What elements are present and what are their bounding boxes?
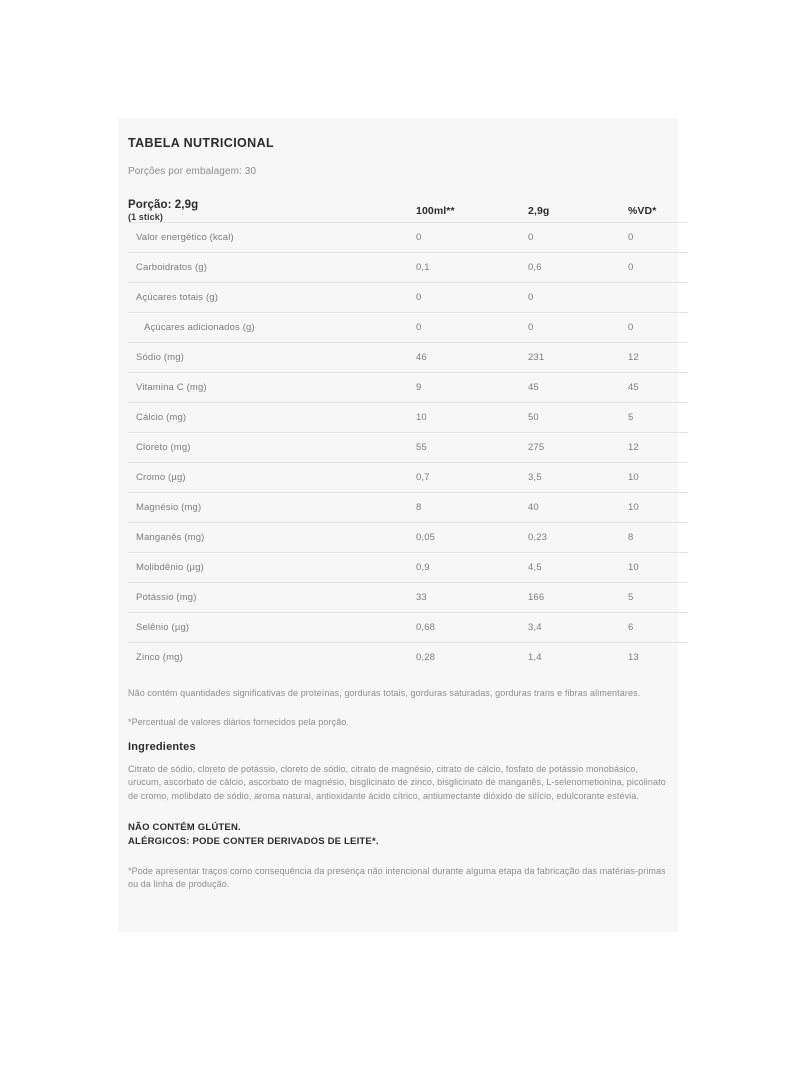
nutrient-value-vd: 12 [628,433,688,463]
portion-header [128,199,416,223]
nutrient-value-per100: 0 [416,283,528,313]
nutrient-value-vd: 5 [628,403,688,433]
nutrient-value-portion: 45 [528,373,628,403]
nutrient-value-vd: 5 [628,583,688,613]
note-traces: *Pode apresentar traços como consequência da presença não intencional durante alguma etapa da fabricação das matérias-primas ou da linha de produção. [128,865,666,889]
portion-unit-note: (1 stick) [128,212,163,222]
nutrient-value-portion: 231 [528,343,628,373]
nutrient-value-portion: 0,6 [528,253,628,283]
page-title: TABELA NUTRICIONAL [128,136,275,150]
table-row [128,643,688,673]
nutrient-value-portion: 275 [528,433,628,463]
table-row [128,403,688,433]
allergen-warnings [128,821,668,849]
nutrition-table-body [128,223,688,673]
nutrient-value-vd: 10 [628,493,688,523]
nutrient-name: Cromo (µg) [128,463,416,493]
column-header-per-100ml: 100ml** [416,204,455,217]
nutrient-name: Potássio (mg) [128,583,416,613]
nutrient-name: Açúcares adicionados (g) [128,313,416,343]
nutrient-value-per100: 0 [416,223,528,253]
nutrient-value-portion: 0 [528,313,628,343]
nutrient-name: Molibdênio (µg) [128,553,416,583]
nutrient-value-portion: 3,5 [528,463,628,493]
nutrition-table-header [128,199,688,223]
nutrient-name: Manganês (mg) [128,523,416,553]
table-row [128,313,688,343]
nutrient-value-per100: 0,05 [416,523,528,553]
table-row [128,583,688,613]
nutrient-value-per100: 0,28 [416,643,528,673]
servings-per-package: Porções por embalagem: 30 [128,166,257,177]
nutrient-name: Cálcio (mg) [128,403,416,433]
nutrient-value-portion: 4,5 [528,553,628,583]
nutrient-name: Magnésio (mg) [128,493,416,523]
ingredients-list: Citrato de sódio, cloreto de potássio, cloreto de sódio, citrato de magnésio, citrato de cálcio, fosfato de potássio monobásico, urucum, ascorbato de cálcio, ascorbato de magnésio, bisglicinato de zinco, bisglicinato de manganês, L-selenometionina, picolinato de cromo, molibdato de sódio, aroma natural, antioxidante ácido cítrico, antiumectante dióxido de silício, edulcorante estévia. [128,763,666,801]
nutrient-name: Zinco (mg) [128,643,416,673]
table-row [128,433,688,463]
table-row [128,373,688,403]
nutrient-value-per100: 10 [416,403,528,433]
nutrient-value-per100: 55 [416,433,528,463]
table-row [128,283,688,313]
nutrient-value-vd: 10 [628,553,688,583]
nutrient-name: Açúcares totais (g) [128,283,416,313]
note-daily-values: *Percentual de valores diários fornecidos pela porção. [128,716,350,727]
table-row [128,613,688,643]
nutrient-value-vd: 6 [628,613,688,643]
nutrient-value-vd: 12 [628,343,688,373]
nutrient-name: Vitamina C (mg) [128,373,416,403]
ingredients-heading: Ingredientes [128,740,196,753]
nutrient-value-portion: 166 [528,583,628,613]
table-row [128,493,688,523]
nutrient-value-portion: 0 [528,223,628,253]
nutrient-value-per100: 8 [416,493,528,523]
nutrient-value-per100: 46 [416,343,528,373]
nutrient-value-per100: 0,1 [416,253,528,283]
allergen-gluten-free: NÃO CONTÉM GLÚTEN. [128,822,241,834]
nutrient-value-per100: 0 [416,313,528,343]
nutrient-value-per100: 0,9 [416,553,528,583]
nutrient-value-per100: 9 [416,373,528,403]
nutrient-value-portion: 0,23 [528,523,628,553]
nutrition-facts-card [118,118,678,932]
table-row [128,463,688,493]
table-row [128,343,688,373]
column-header-daily-value: %VD* [628,204,657,217]
nutrient-name: Valor energético (kcal) [128,223,416,253]
nutrient-value-per100: 33 [416,583,528,613]
note-not-significant: Não contém quantidades significativas de proteínas, gorduras totais, gorduras saturadas, gorduras trans e fibras alimentares. [128,687,641,698]
portion-amount: Porção: 2,9g [128,199,199,211]
column-header-per-portion: 2,9g [528,204,550,217]
nutrient-name: Carboidratos (g) [128,253,416,283]
nutrient-name: Cloreto (mg) [128,433,416,463]
nutrition-table [128,199,688,673]
table-header-row [128,199,688,223]
nutrient-value-vd: 0 [628,313,688,343]
nutrient-value-per100: 0,7 [416,463,528,493]
nutrient-name: Selênio (µg) [128,613,416,643]
nutrient-value-vd: 10 [628,463,688,493]
nutrient-value-vd: 45 [628,373,688,403]
allergen-milk-warning: ALÉRGICOS: PODE CONTER DERIVADOS DE LEITE*. [128,835,379,847]
nutrient-value-portion: 0 [528,283,628,313]
nutrient-value-vd [628,283,688,313]
table-row [128,223,688,253]
nutrient-value-vd: 0 [628,253,688,283]
nutrient-value-per100: 0,68 [416,613,528,643]
nutrient-name: Sódio (mg) [128,343,416,373]
table-row [128,523,688,553]
nutrient-value-portion: 40 [528,493,628,523]
nutrient-value-portion: 3,4 [528,613,628,643]
nutrient-value-portion: 1,4 [528,643,628,673]
table-row [128,553,688,583]
table-row [128,253,688,283]
nutrient-value-vd: 8 [628,523,688,553]
nutrient-value-portion: 50 [528,403,628,433]
nutrient-value-vd: 0 [628,223,688,253]
nutrient-value-vd: 13 [628,643,688,673]
